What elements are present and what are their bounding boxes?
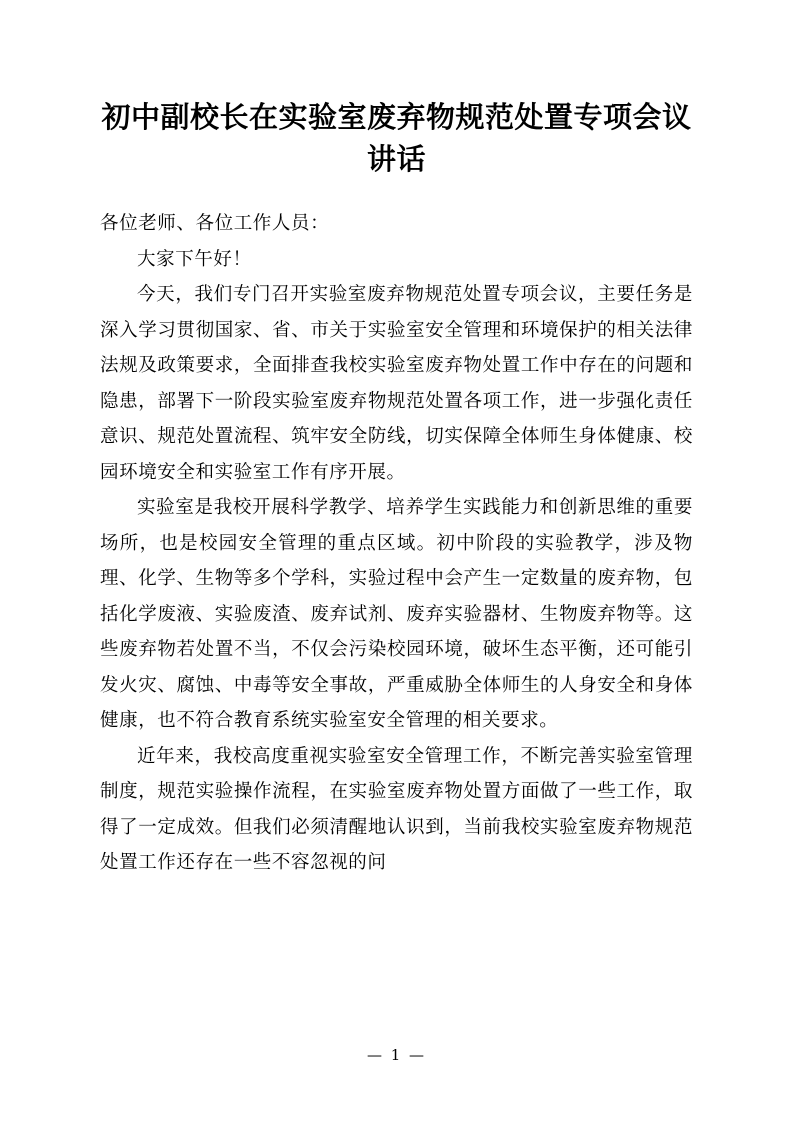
paragraph-4: 近年来，我校高度重视实验室安全管理工作，不断完善实验室管理制度，规范实验操作流程，在实验室废弃物处置方面做了一些工作，取得了一定成效。但我们必须清醒地认识到，当前我校实验室废弃物规范处置工作还存在一些不容忽视的问 — [100, 745, 693, 874]
salutation: 各位老师、各位工作人员： — [100, 213, 330, 235]
page-number: — 1 — — [366, 1046, 427, 1064]
paragraph-1: 大家下午好！ — [137, 248, 252, 270]
paragraph-2: 今天，我们专门召开实验室废弃物规范处置专项会议，主要任务是深入学习贯彻国家、省、市关于实验室安全管理和环境保护的相关法律法规及政策要求，全面排查我校实验室废弃物处置工作中存在的问题和隐患，部署下一阶段实验室废弃物规范处置各项工作，进一步强化责任意识、规范处置流程、筑牢安全防线，切实保障全体师生身体健康、校园环境安全和实验室工作有序开展。 — [100, 284, 693, 483]
paragraph-3: 实验室是我校开展科学教学、培养学生实践能力和创新思维的重要场所，也是校园安全管理的重点区域。初中阶段的实验教学，涉及物理、化学、生物等多个学科，实验过程中会产生一定数量的废弃物，包括化学废液、实验废渣、废弃试剂、废弃实验器材、生物废弃物等。这些废弃物若处置不当，不仅会污染校园环境，破坏生态平衡，还可能引发火灾、腐蚀、中毒等安全事故，严重威胁全体师生的人身安全和身体健康，也不符合教育系统实验室安全管理的相关要求。 — [100, 497, 693, 732]
page-title: 初中副校长在实验室废弃物规范处置专项会议讲话 — [101, 100, 692, 177]
